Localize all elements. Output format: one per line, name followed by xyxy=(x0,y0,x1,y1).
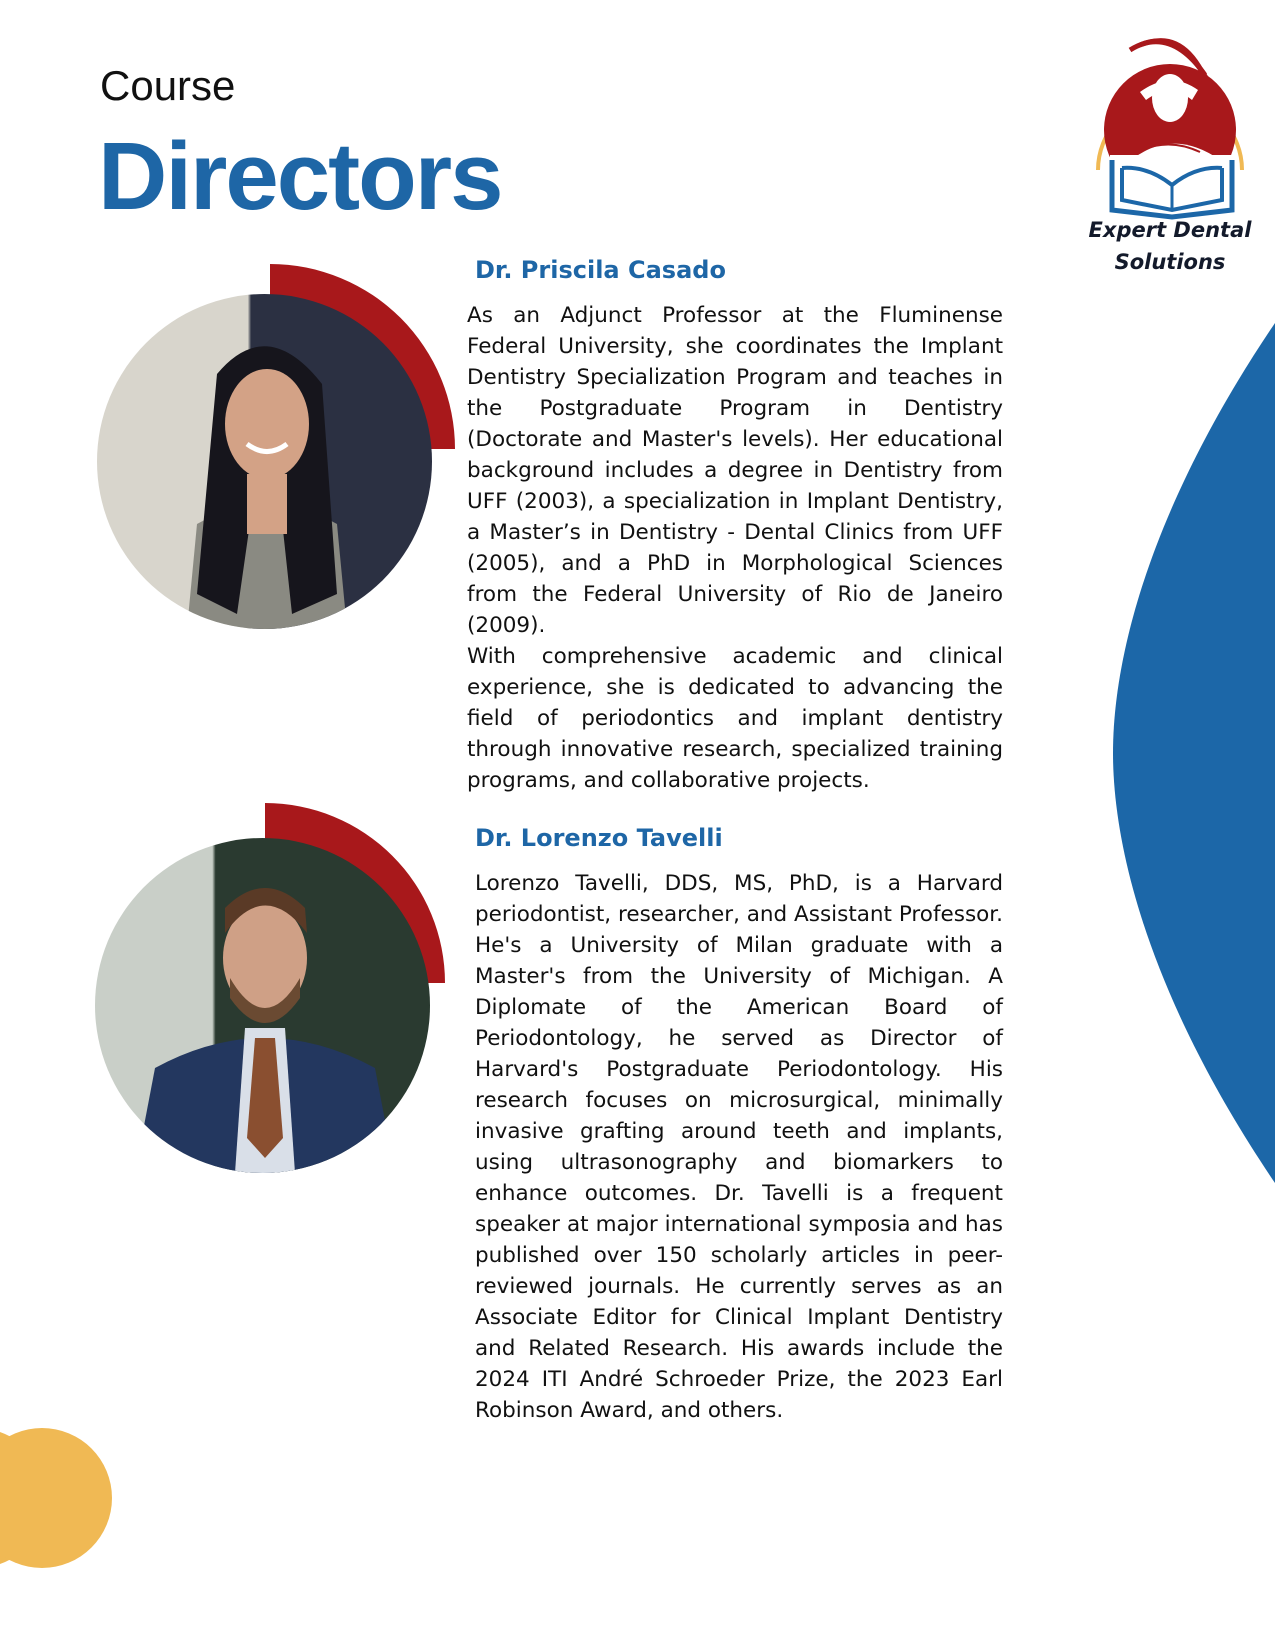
logo-text-line2: Solutions xyxy=(1114,250,1226,274)
director-bio xyxy=(467,300,1003,796)
logo-text-line1: Expert Dental xyxy=(1088,218,1252,242)
open-book-icon xyxy=(1110,155,1234,217)
director-name: Dr. Lorenzo Tavelli xyxy=(475,824,723,852)
director-name: Dr. Priscila Casado xyxy=(475,256,726,284)
bio-paragraph: As an Adjunct Professor at the Fluminense Federal University, she coordinates the Implant Dentistry Specialization Program and teaches in the Postgraduate Program in Dentistry (Doctorate and Master's levels). Her educational background includes a degree in Dentistry from UFF (2003), a specialization in Implant Dentistry, a Master’s in Dentistry - Dental Clinics from UFF (2005), and a PhD in Morphological Sciences from the Federal University of Rio de Janeiro (2009). xyxy=(467,303,1003,638)
expert-dental-logo xyxy=(1080,20,1270,220)
bio-paragraph: Lorenzo Tavelli, DDS, MS, PhD, is a Harvard periodontist, researcher, and Assistant Professor. He's a University of Milan graduate with a Master's from the University of Michigan. A Diplomate of the American Board of Periodontology, he served as Director of Harvard's Postgraduate Periodontology. His research focuses on microsurgical, minimally invasive grafting around teeth and implants, using ultrasonography and biomarkers to enhance outcomes. Dr. Tavelli is a frequent speaker at major international symposia and has published over 150 scholarly articles in peer-reviewed journals. He currently serves as an Associate Editor for Clinical Implant Dentistry and Related Research. His awards include the 2024 ITI André Schroeder Prize, the 2023 Earl Robinson Award, and others. xyxy=(475,871,1003,1423)
bio-paragraph: With comprehensive academic and clinical experience, she is dedicated to advancing the field of periodontics and implant dentistry through innovative research, specialized training programs, and collaborative projects. xyxy=(467,644,1003,793)
decorative-yellow-circle xyxy=(0,1428,112,1568)
logo-text xyxy=(1080,214,1260,278)
portrait-lorenzo-tavelli xyxy=(95,838,430,1173)
director-bio xyxy=(475,868,1003,1426)
decorative-blue-half-circle xyxy=(1113,323,1275,1183)
page-subtitle: Course xyxy=(100,62,236,109)
portrait-priscila-casado xyxy=(97,294,432,629)
page-title: Directors xyxy=(98,123,502,230)
director-photo-1 xyxy=(95,264,465,634)
director-photo-2 xyxy=(95,803,465,1173)
